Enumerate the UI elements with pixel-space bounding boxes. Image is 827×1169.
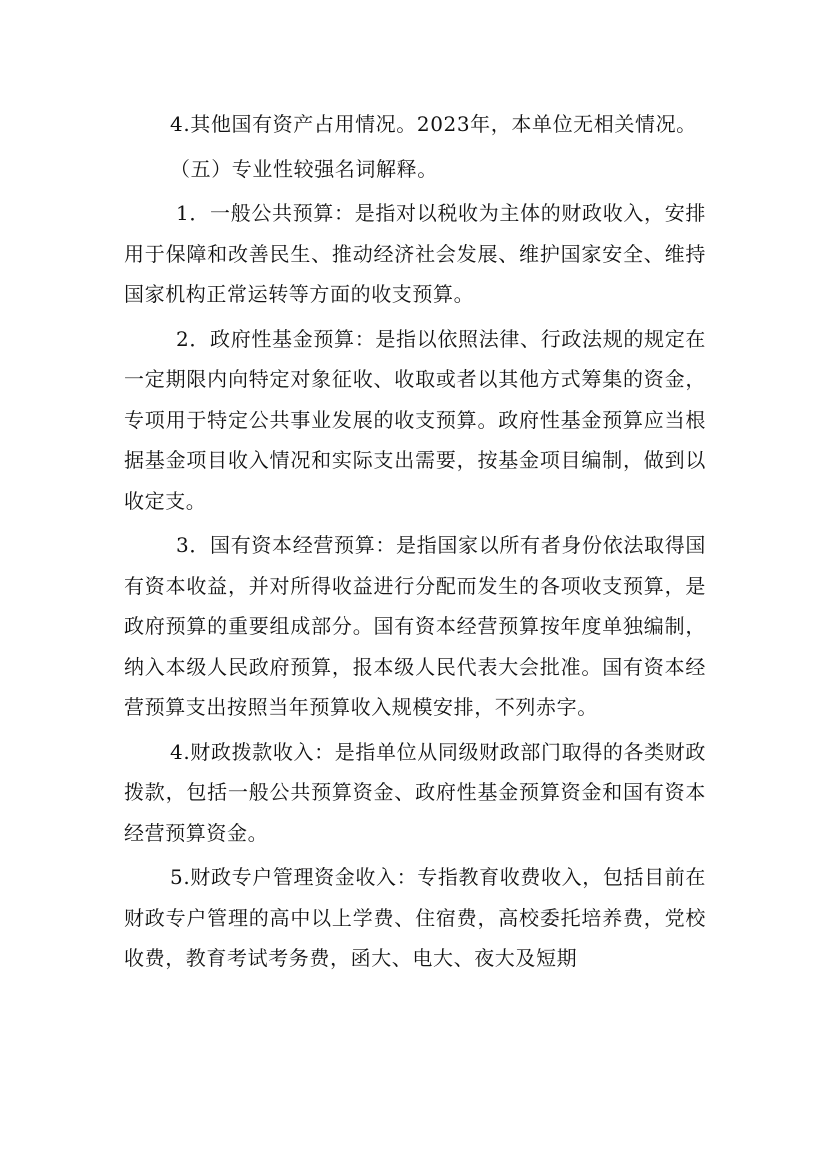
paragraph-special-account: 5.财政专户管理资金收入：专指教育收费收入，包括目前在财政专户管理的高中以上学费、住宿费，高校委托培养费，党校收费，教育考试考务费，函大、电大、夜大及短期 xyxy=(124,865,706,970)
paragraph-state-capital-budget: 3．国有资本经营预算：是指国家以所有者身份依法取得国有资本收益，并对所得收益进行分配而发生的各项收支预算，是政府预算的重要组成部分。国有资本经营预算按年度单独编制，纳入本级人民政府预算，报本级人民代表大会批准。国有资本经营预算支出按照当年预算收入规模安排，不列赤字。 xyxy=(124,533,706,719)
section-heading-terms: （五）专业性较强名词解释。 xyxy=(170,156,438,181)
paragraph-general-budget: 1．一般公共预算：是指对以税收为主体的财政收入，安排用于保障和改善民生、推动经济社会发展、维护国家安全、维持国家机构正常运转等方面的收支预算。 xyxy=(124,201,706,306)
paragraph-fiscal-appropriation: 4.财政拨款收入：是指单位从同级财政部门取得的各类财政拨款，包括一般公共预算资金、政府性基金预算资金和国有资本经营预算资金。 xyxy=(124,739,706,845)
paragraph-other-assets: 4.其他国有资产占用情况。2023年，本单位无相关情况。 xyxy=(170,112,697,136)
paragraph-fund-budget: 2．政府性基金预算：是指以依照法律、行政法规的规定在一定期限内向特定对象征收、收取或者以其他方式筹集的资金，专项用于特定公共事业发展的收支预算。政府性基金预算应当根据基金项目收入情况和实际支出需要，按基金项目编制，做到以收定支。 xyxy=(124,326,706,513)
document-body xyxy=(124,104,706,979)
